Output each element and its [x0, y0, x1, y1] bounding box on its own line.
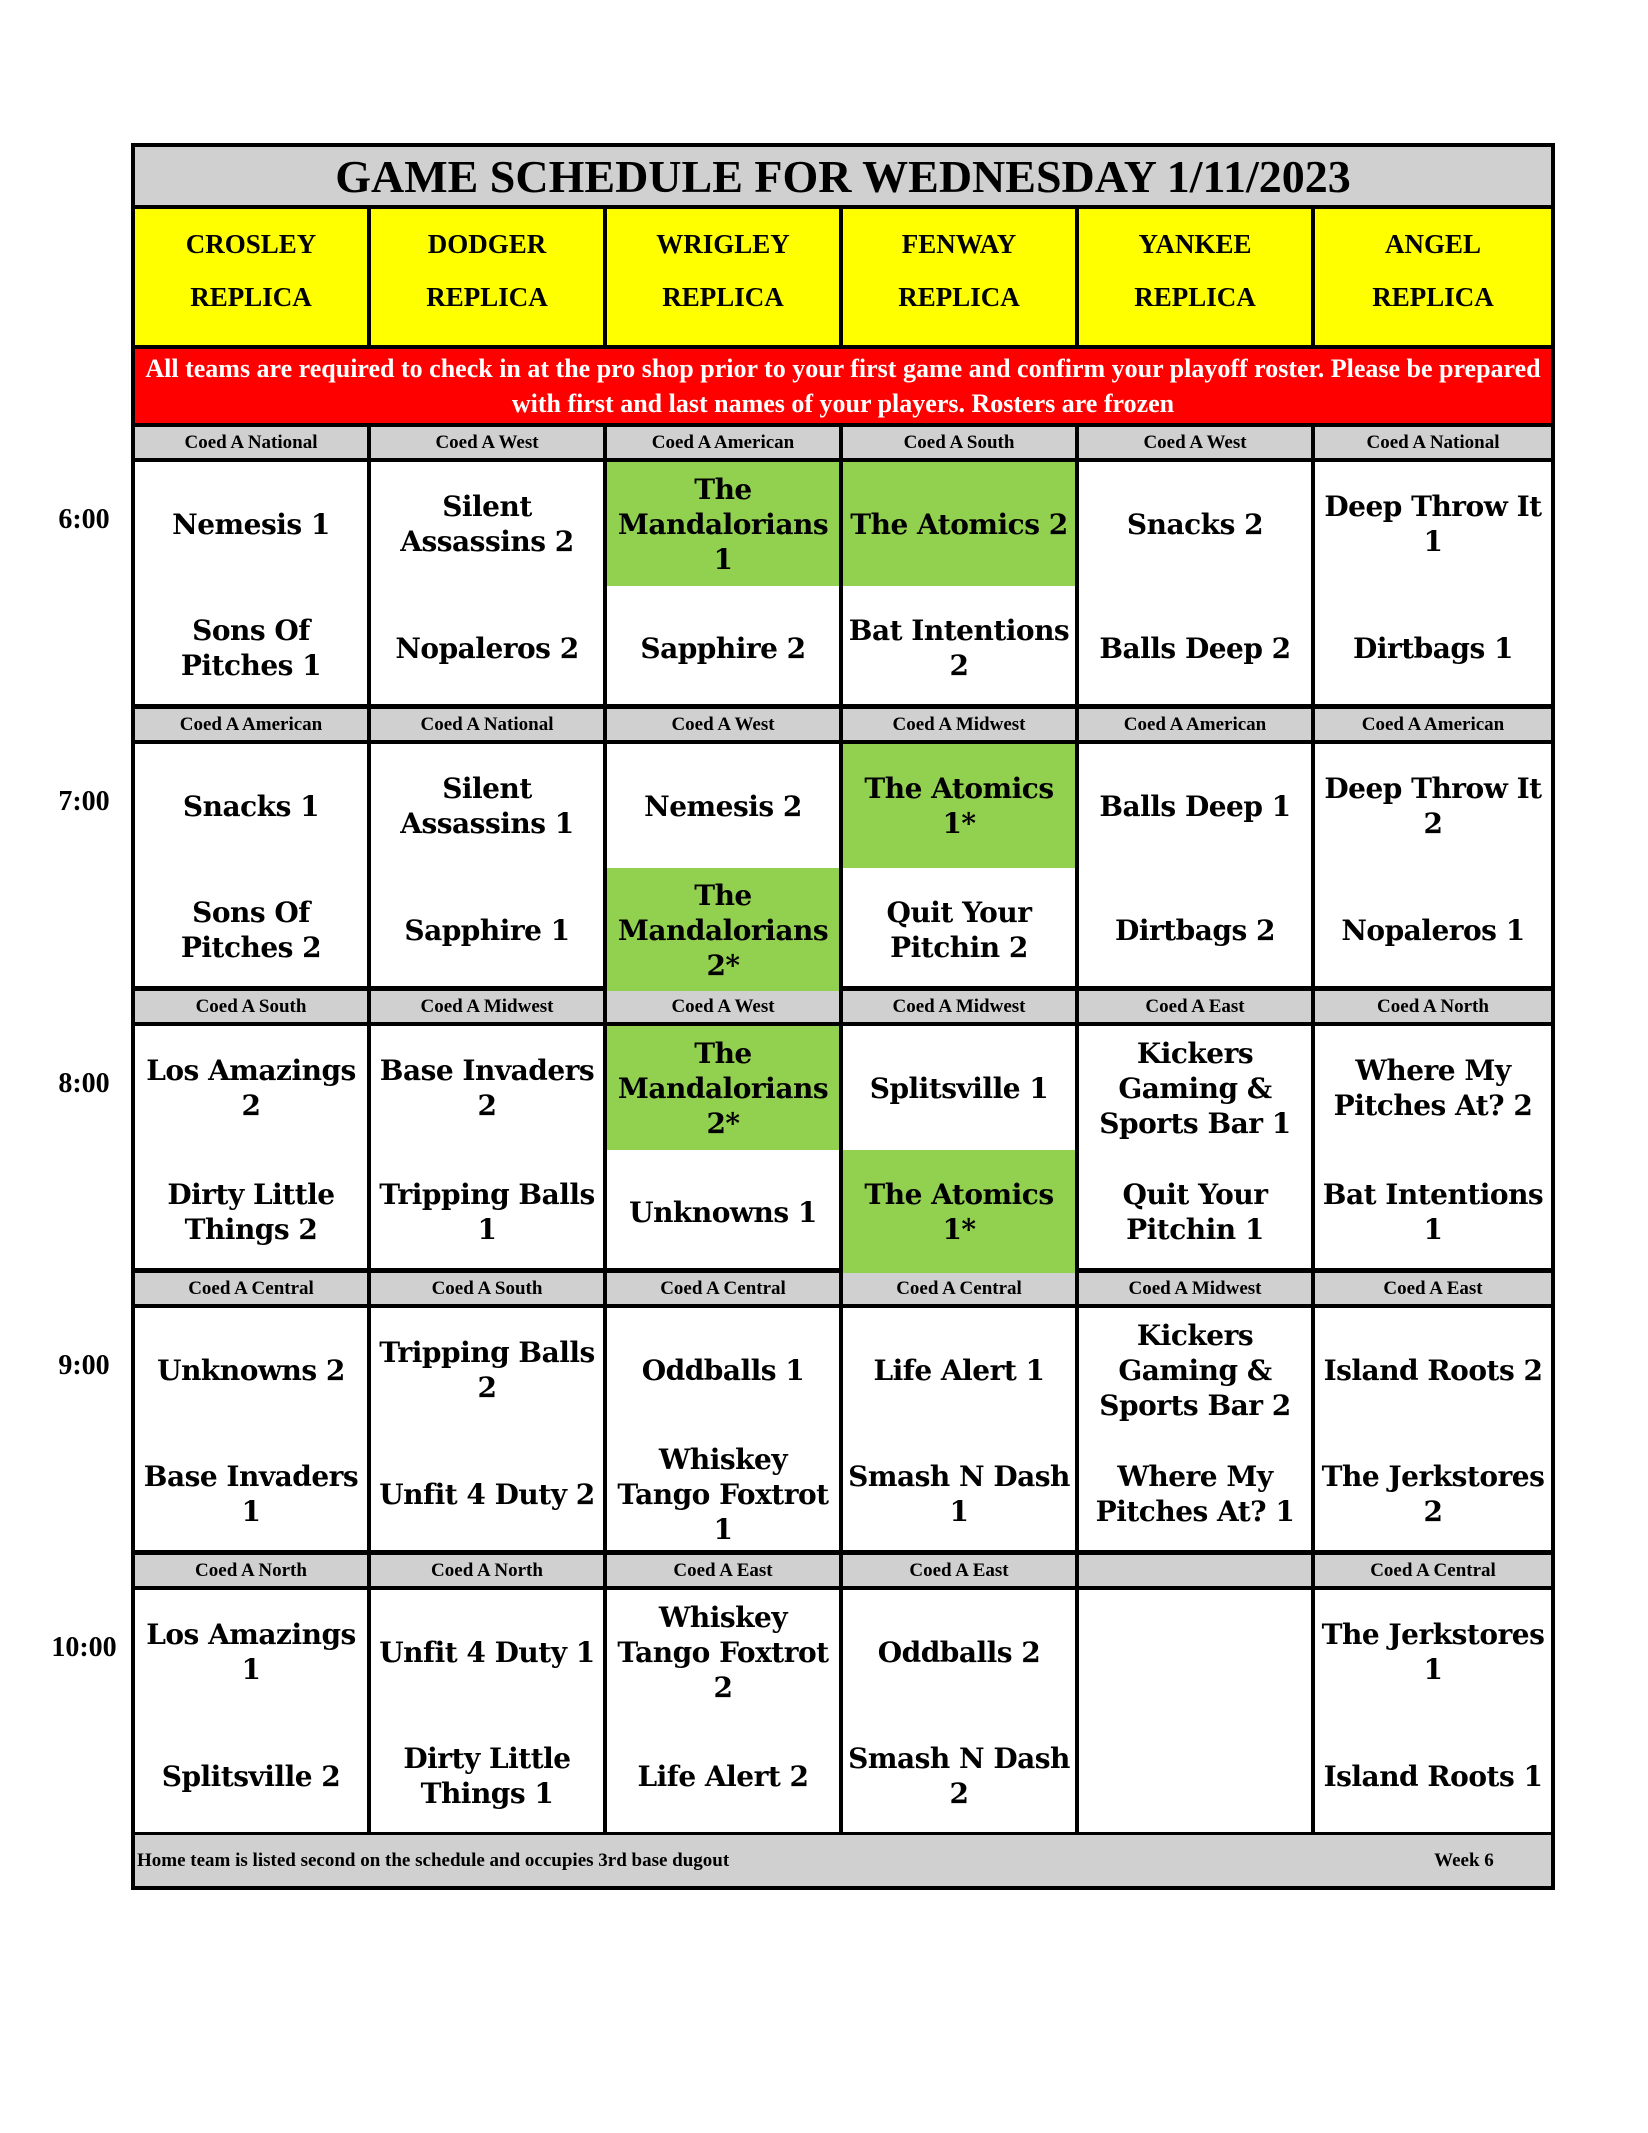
home-team: [1079, 1714, 1311, 1838]
division-label: Coed A American: [1079, 709, 1315, 744]
home-team: The Jerkstores 2: [1321, 1460, 1545, 1528]
home-team: Island Roots 1: [1323, 1759, 1543, 1793]
away-team: Kickers Gaming & Sports Bar 2: [1099, 1318, 1291, 1422]
away-team: The Atomics 1*: [843, 744, 1075, 868]
home-team: Sapphire 2: [640, 631, 806, 665]
field-name: CROSLEY: [185, 229, 317, 259]
time-label: 10:00: [51, 1632, 117, 1663]
field-name: DODGER: [427, 229, 547, 259]
field-header-angel: [1315, 209, 1551, 349]
home-team: Sons Of Pitches 1: [180, 614, 322, 682]
away-team: Unknowns 2: [157, 1353, 345, 1387]
away-team: Deep Throw It 2: [1324, 772, 1542, 840]
field-header-fenway: [843, 209, 1079, 349]
game-cell: [1079, 462, 1315, 710]
away-team: Where My Pitches At? 2: [1333, 1054, 1533, 1122]
field-header-wrigley: [607, 209, 843, 349]
home-team: Smash N Dash 2: [848, 1742, 1070, 1810]
away-team: The Atomics 2: [843, 462, 1075, 586]
away-team: Life Alert 1: [873, 1353, 1045, 1387]
game-cell: [843, 1590, 1079, 1838]
game-cell: [607, 1026, 843, 1274]
field-name: YANKEE: [1138, 229, 1252, 259]
home-team: The Mandalorians 2*: [607, 868, 839, 992]
home-team: Nopaleros 1: [1341, 913, 1525, 947]
division-label: Coed A Central: [135, 1273, 371, 1308]
field-name: FENWAY: [901, 229, 1017, 259]
field-header-crosley: [135, 209, 371, 349]
game-cell: [135, 1026, 371, 1274]
game-cell: [843, 462, 1079, 710]
home-team: Dirtbags 2: [1115, 913, 1275, 947]
division-label: Coed A National: [371, 709, 607, 744]
field-type: REPLICA: [190, 282, 312, 312]
away-team: Kickers Gaming & Sports Bar 1: [1099, 1036, 1291, 1140]
game-cell: [843, 1026, 1079, 1274]
time-label: 7:00: [58, 786, 110, 817]
field-type: REPLICA: [426, 282, 548, 312]
field-name: ANGEL: [1384, 229, 1482, 259]
footer-row: [135, 1835, 1551, 1886]
game-cell: [1315, 744, 1551, 992]
division-label: Coed A East: [607, 1555, 843, 1590]
away-team: Unfit 4 Duty 1: [379, 1635, 595, 1669]
division-label: Coed A South: [135, 991, 371, 1026]
schedule-table: [131, 143, 1555, 1890]
game-cell: [1079, 1308, 1315, 1556]
division-label: Coed A South: [371, 1273, 607, 1308]
home-team: Base Invaders 1: [143, 1460, 359, 1528]
game-cell: [371, 1590, 607, 1838]
game-cell: [607, 1590, 843, 1838]
division-label: Coed A West: [607, 991, 843, 1026]
schedule-title: GAME SCHEDULE FOR WEDNESDAY 1/11/2023: [135, 147, 1551, 209]
division-label: Coed A East: [1315, 1273, 1551, 1308]
footer-week: Week 6: [1434, 1849, 1494, 1871]
away-team: Tripping Balls 2: [379, 1336, 595, 1404]
division-label: Coed A Central: [1315, 1555, 1551, 1590]
home-team: Sons Of Pitches 2: [180, 896, 322, 964]
game-cell: [135, 462, 371, 710]
away-team: The Mandalorians 1: [607, 462, 839, 586]
field-header-yankee: [1079, 209, 1315, 349]
field-type: REPLICA: [662, 282, 784, 312]
game-cell: [135, 1308, 371, 1556]
division-label: Coed A East: [1079, 991, 1315, 1026]
home-team: Quit Your Pitchin 1: [1122, 1178, 1268, 1246]
game-cell: [843, 744, 1079, 992]
away-team: Los Amazings 1: [146, 1618, 356, 1686]
division-label: Coed A Midwest: [843, 709, 1079, 744]
division-label: Coed A West: [1079, 427, 1315, 462]
division-label: Coed A North: [1315, 991, 1551, 1026]
home-team: Whiskey Tango Foxtrot 1: [617, 1442, 829, 1546]
away-team: Oddballs 1: [641, 1353, 805, 1387]
division-label: Coed A Midwest: [843, 991, 1079, 1026]
game-cell: [607, 1308, 843, 1556]
home-team: Life Alert 2: [637, 1759, 809, 1793]
home-team: Bat Intentions 2: [848, 614, 1070, 682]
away-team: Snacks 1: [182, 789, 320, 823]
home-team: Balls Deep 2: [1099, 631, 1291, 665]
home-team: Sapphire 1: [404, 913, 570, 947]
game-cell: [607, 744, 843, 992]
field-type: REPLICA: [1372, 282, 1494, 312]
division-label: Coed A North: [371, 1555, 607, 1590]
division-label: Coed A Central: [607, 1273, 843, 1308]
home-team: Dirtbags 1: [1353, 631, 1513, 665]
game-cell: [1315, 1590, 1551, 1838]
home-team: Dirty Little Things 1: [403, 1742, 571, 1810]
division-label: Coed A West: [607, 709, 843, 744]
game-cell: [1079, 744, 1315, 992]
field-type: REPLICA: [898, 282, 1020, 312]
home-team: Splitsville 2: [161, 1759, 341, 1793]
game-cell: [371, 744, 607, 992]
time-label: 8:00: [58, 1068, 110, 1099]
division-label: Coed A American: [135, 709, 371, 744]
away-team: Splitsville 1: [869, 1071, 1049, 1105]
away-team: Silent Assassins 2: [400, 490, 574, 558]
away-team: Deep Throw It 1: [1324, 490, 1542, 558]
game-cell: [1079, 1590, 1315, 1838]
division-label: Coed A American: [607, 427, 843, 462]
field-type: REPLICA: [1134, 282, 1256, 312]
game-cell: [135, 744, 371, 992]
home-team: Unfit 4 Duty 2: [379, 1477, 595, 1511]
division-label: Coed A Midwest: [1079, 1273, 1315, 1308]
division-label: Coed A American: [1315, 709, 1551, 744]
away-team: Balls Deep 1: [1099, 789, 1291, 823]
away-team: The Mandalorians 2*: [607, 1026, 839, 1150]
game-cell: [843, 1308, 1079, 1556]
game-cell: [371, 1026, 607, 1274]
home-team: Unknowns 1: [629, 1195, 817, 1229]
away-team: The Jerkstores 1: [1321, 1618, 1545, 1686]
home-team: The Atomics 1*: [843, 1150, 1075, 1274]
division-label: Coed A North: [135, 1555, 371, 1590]
game-cell: [1079, 1026, 1315, 1274]
game-cell: [1315, 1308, 1551, 1556]
game-cell: [607, 462, 843, 710]
division-label: [1079, 1555, 1315, 1590]
time-label: 9:00: [58, 1350, 110, 1381]
home-team: Tripping Balls 1: [379, 1178, 595, 1246]
field-name: WRIGLEY: [656, 229, 790, 259]
home-team: Quit Your Pitchin 2: [886, 896, 1032, 964]
field-header-dodger: [371, 209, 607, 349]
division-label: Coed A Midwest: [371, 991, 607, 1026]
away-team: Snacks 2: [1126, 507, 1264, 541]
away-team: Nemesis 1: [172, 507, 330, 541]
away-team: [1079, 1590, 1311, 1714]
game-cell: [371, 462, 607, 710]
away-team: Island Roots 2: [1323, 1353, 1543, 1387]
home-team: Bat Intentions 1: [1322, 1178, 1544, 1246]
division-label: Coed A National: [135, 427, 371, 462]
division-label: Coed A East: [843, 1555, 1079, 1590]
away-team: Los Amazings 2: [146, 1054, 356, 1122]
division-label: Coed A South: [843, 427, 1079, 462]
game-cell: [1315, 1026, 1551, 1274]
home-team: Where My Pitches At? 1: [1095, 1460, 1295, 1528]
game-cell: [1315, 462, 1551, 710]
time-label: 6:00: [58, 504, 110, 535]
division-label: Coed A West: [371, 427, 607, 462]
game-cell: [371, 1308, 607, 1556]
footer-note: Home team is listed second on the schedule and occupies 3rd base dugout: [137, 1849, 730, 1871]
away-team: Nemesis 2: [644, 789, 802, 823]
home-team: Smash N Dash 1: [848, 1460, 1070, 1528]
home-team: Dirty Little Things 2: [167, 1178, 335, 1246]
away-team: Base Invaders 2: [379, 1054, 595, 1122]
division-label: Coed A National: [1315, 427, 1551, 462]
division-label: Coed A Central: [843, 1273, 1079, 1308]
away-team: Silent Assassins 1: [400, 772, 574, 840]
home-team: Nopaleros 2: [395, 631, 579, 665]
checkin-notice: All teams are required to check in at the pro shop prior to your first game and confirm your playoff roster. Please be prepared with first and last names of your players. Rosters are frozen: [135, 349, 1551, 427]
game-cell: [135, 1590, 371, 1838]
away-team: Whiskey Tango Foxtrot 2: [617, 1600, 829, 1704]
away-team: Oddballs 2: [877, 1635, 1041, 1669]
